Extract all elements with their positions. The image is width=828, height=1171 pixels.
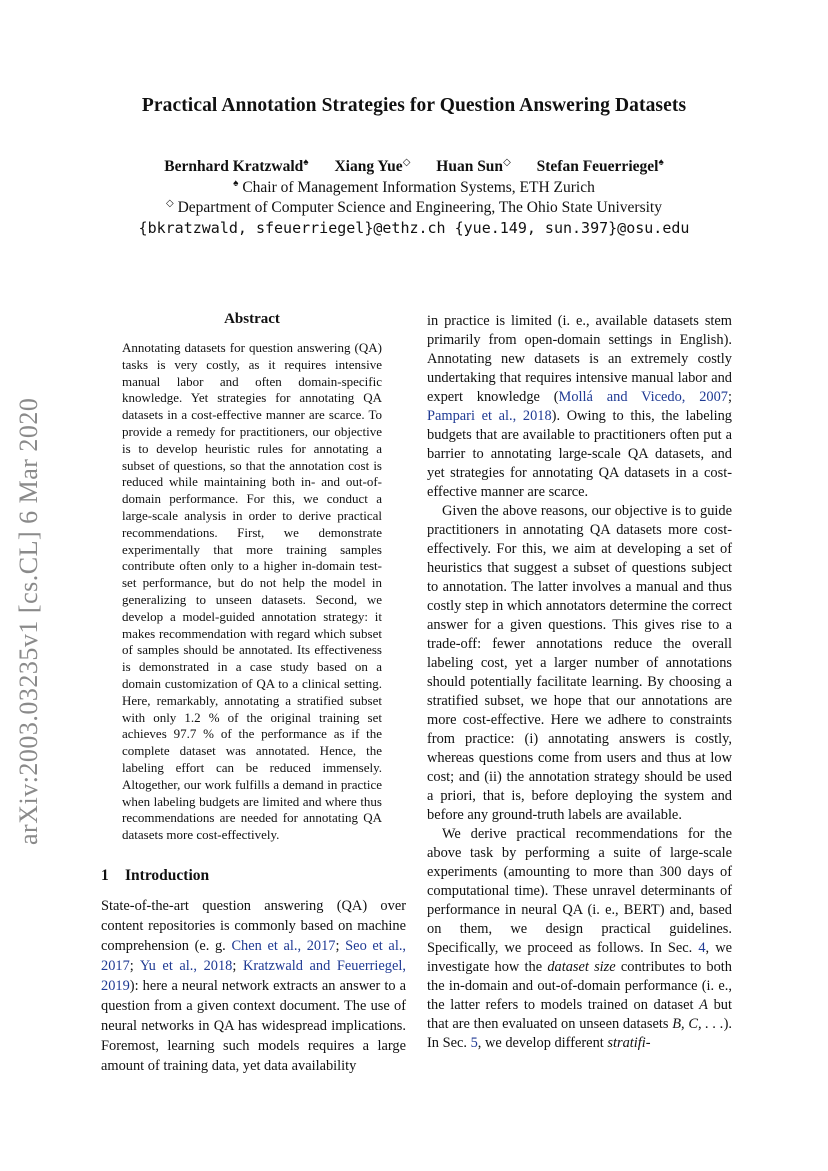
paragraph xyxy=(101,896,406,1076)
intro-left-column xyxy=(101,896,406,1076)
author-mark: ◇ xyxy=(402,157,411,168)
text-run: but that are then evaluated on unseen datasets xyxy=(427,997,732,1032)
paragraph: Given the above reasons, our objective is to guide practitioners in annotating QA datasets more cost-effectively. For this, we aim at developing a set of heuristics that suggest a subset of questions subject to annotation. The latter involves a manual and thus costly step in which annotators determine the correct answer for a given questions. This gives rise to a trade-off: fewer annotations reduce the overall labeling cost, yet a larger number of annotations should potentially facilitate learning. By choosing a stratified subset, we hope that our annotations are more cost-effective. Here we adhere to constraints from practice: (i) annotating answers is costly, whereas questions come from users and thus at low cost; and (ii) the annotation strategy should be used a priori, that is, before deploying the system and before any ground-truth labels are available. xyxy=(427,503,732,823)
text-run: ). Owing to this, the labeling budgets that are available to practitioners often put a barrier to annotating large-scale QA datasets, and yet strategies for annotating QA datasets in a cost-effective manner are scarce. xyxy=(427,408,732,500)
intro-right-column xyxy=(427,312,732,1053)
author-name: Stefan Feuerriegel xyxy=(536,158,659,176)
text-run: , we investigate how the xyxy=(427,940,732,975)
citation-link[interactable]: Pampari et al., 2018 xyxy=(427,408,552,424)
author-name: Xiang Yue xyxy=(334,158,403,176)
section-title: Introduction xyxy=(125,867,210,884)
author-mark: ◇ xyxy=(503,157,511,168)
text-run: ; xyxy=(728,389,732,405)
affiliation-text: Department of Computer Science and Engineering, The Ohio State University xyxy=(177,199,662,217)
citation-link[interactable]: Chen et al., 2017 xyxy=(231,938,336,954)
text-run: ; xyxy=(232,958,243,974)
author-mark: ♠ xyxy=(658,157,664,168)
citation-link[interactable]: Seo et al., 2017 xyxy=(101,938,407,974)
author-name: Bernhard Kratzwald xyxy=(164,158,304,176)
paper-title: Practical Annotation Strategies for Question Answering Datasets xyxy=(141,95,687,116)
author-name: Huan Sun xyxy=(436,158,504,176)
text-run: ). In Sec. xyxy=(427,1016,732,1051)
text-run: , we develop different xyxy=(477,1035,608,1051)
author-emails: {bkratzwald, sfeuerriegel}@ethz.ch {yue.149, sun.397}@osu.edu xyxy=(138,219,690,237)
section-number: 1 xyxy=(101,867,109,884)
text-run: contributes to both the in-domain and out-of-domain performance (i. e., the latter refers to models trained on dataset xyxy=(427,959,732,1013)
affiliation-osu xyxy=(0,198,828,217)
affiliation-mark: ♠ xyxy=(233,178,239,189)
text-run: We derive practical recommendations for the above task by performing a suite of large-scale experiments (amounting to more than 300 days of computational time). These unravel determinants of performance in neural QA (i. e., BERT) and, based on them, we design practical guidelines. Specifically, we proceed as follows. In Sec. xyxy=(427,826,732,956)
text-run: in practice is limited (i. e., available datasets stem primarily from open-domain settings in English). Annotating new datasets is an extremely costly undertaking that requires intensive manual labor and expert knowledge ( xyxy=(427,313,732,405)
arxiv-identifier-stamp: arXiv:2003.03235v1 [cs.CL] 6 Mar 2020 xyxy=(14,397,43,845)
author-list xyxy=(0,157,828,176)
section-ref-link[interactable]: 4 xyxy=(698,940,706,956)
citation-link[interactable]: Kratzwald and Feuerriegel, 2019 xyxy=(101,958,406,994)
author-mark: ♠ xyxy=(303,157,309,168)
emphasis-text: dataset size xyxy=(547,959,616,975)
citation-link[interactable]: Mollá and Vicedo, 2007 xyxy=(558,389,728,405)
paragraph xyxy=(427,312,732,502)
text-run: ; xyxy=(335,938,346,954)
abstract-heading: Abstract xyxy=(224,311,280,327)
section-ref-link[interactable]: 5 xyxy=(470,1035,478,1051)
abstract-body: Annotating datasets for question answering (QA) tasks is very costly, as it requires intensive manual labor and often domain-specific knowledge. Yet strategies for annotating QA datasets in a cost-effective manner are scarce. To provide a remedy for practitioners, our objective is to develop heuristic rules for annotating a subset of questions, so that the annotation cost is reduced while maintaining both in- and out-of-domain performance. For this, we conduct a large-scale analysis in order to derive practical recommendations. First, we demonstrate experimentally that more training samples contribute often only to a higher in-domain test-set performance, but do not help the model in generalizing to unseen datasets. Second, we develop a model-guided annotation strategy: it makes recommendation with regard which subset of samples should be annotated. Its effectiveness is demonstrated in a case study based on a domain customization of QA to a clinical setting. Here, remarkably, annotating a stratified subset with only 1.2 % of the original training set achieves 97.7 % of the performance as if the complete dataset was annotated. Hence, the labeling effort can be reduced immensely. Altogether, our work fulfills a demand in practice when labeling budgets are limited and where thus recommendations are needed for annotating QA datasets more cost-effectively. xyxy=(122,340,382,843)
affiliation-text: Chair of Management Information Systems, ETH Zurich xyxy=(242,179,595,197)
text-run: ; xyxy=(129,958,140,974)
math-symbol: A xyxy=(699,997,708,1013)
text-run: ): here a neural network extracts an answer to a question from a given context document. The use of neural networks in QA has widespread implications. Foremost, learning such models requires a large amount of training data, yet data availability xyxy=(101,978,406,1074)
math-symbol: B, C, . . . xyxy=(672,1016,724,1032)
text-run: State-of-the-art question answering (QA) over content repositories is commonly based on machine comprehension (e. g. xyxy=(101,898,406,954)
affiliation-eth xyxy=(0,178,828,197)
affiliation-mark: ◇ xyxy=(166,198,174,209)
paragraph xyxy=(427,825,732,1053)
emphasis-text: stratifi- xyxy=(607,1035,651,1051)
citation-link[interactable]: Yu et al., 2018 xyxy=(139,958,233,974)
section-heading-introduction xyxy=(101,867,209,885)
